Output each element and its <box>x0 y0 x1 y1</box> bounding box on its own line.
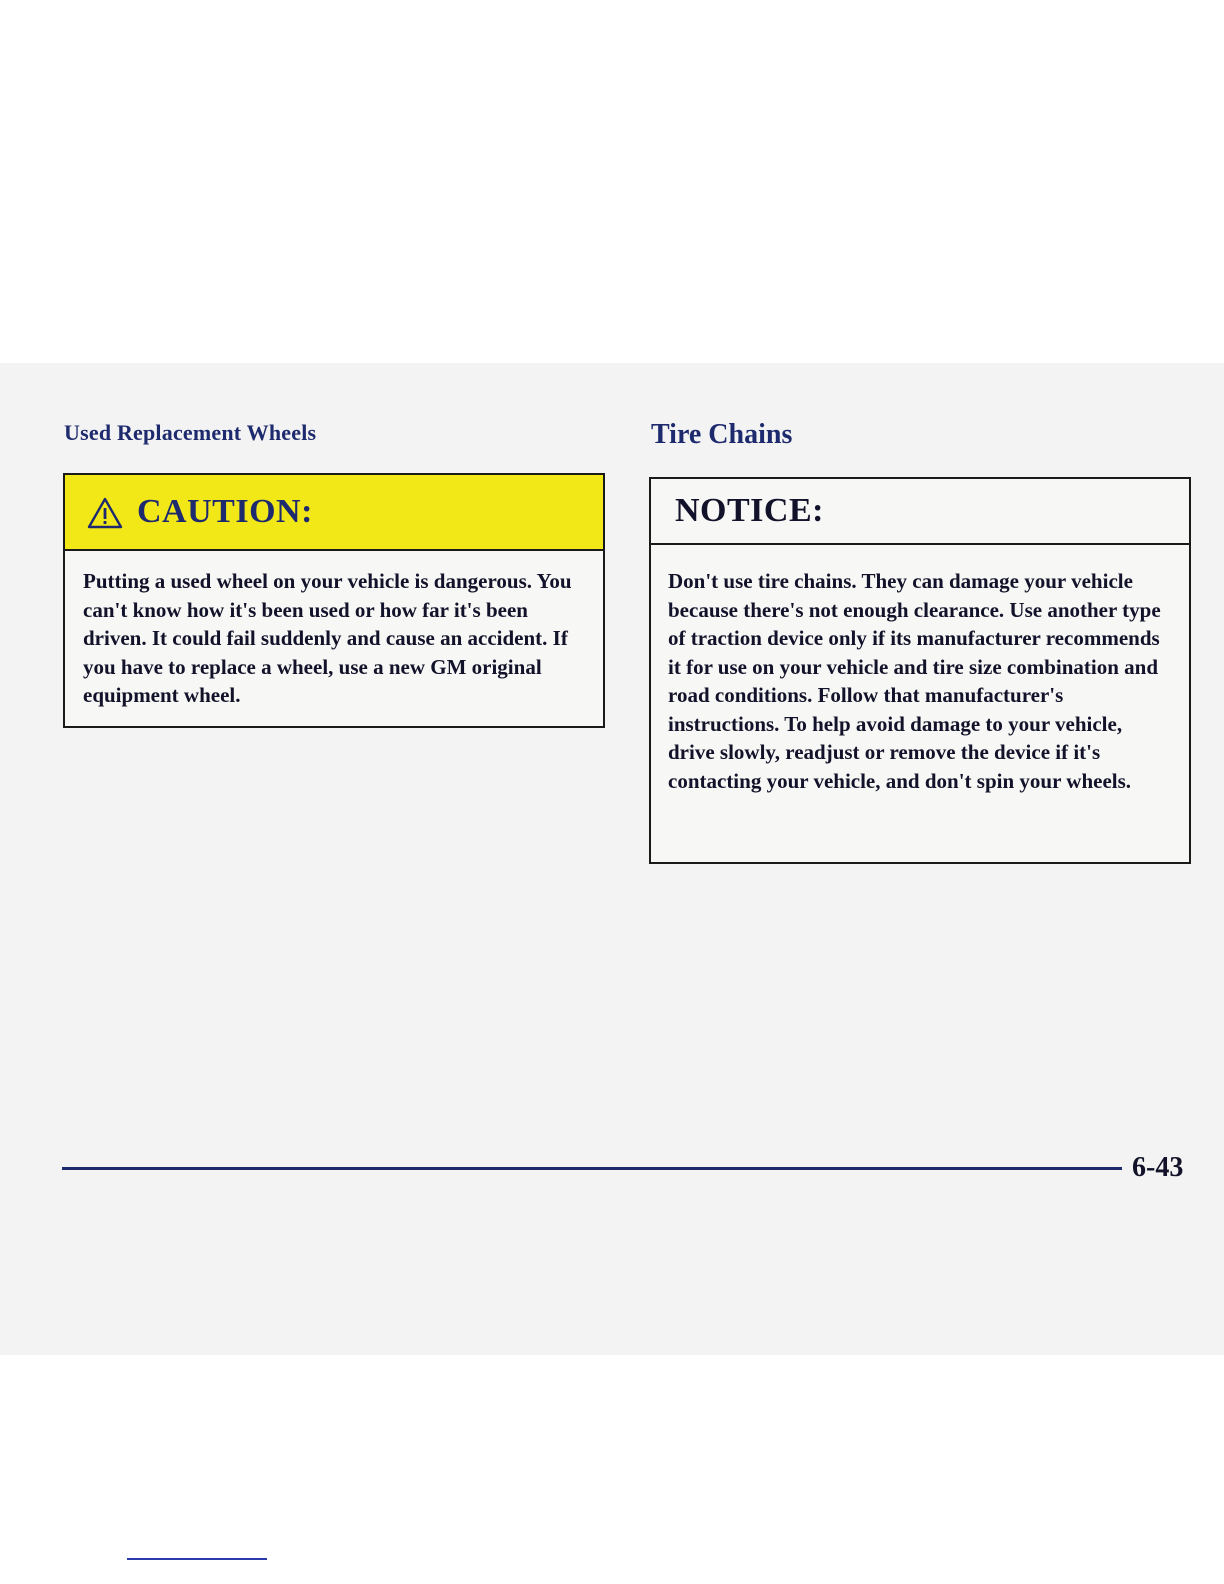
page-number: 6-43 <box>1132 1152 1184 1183</box>
warning-triangle-icon <box>87 497 123 529</box>
caution-title: CAUTION: <box>137 493 313 530</box>
notice-header <box>651 479 1189 545</box>
caution-body-text: Putting a used wheel on your vehicle is dangerous. You can't know how it's been used or how far it's been driven. It could fail suddenly and cause an accident. If you have to replace a wheel, use a new GM original equipment wheel. <box>83 569 572 707</box>
section-heading-used-replacement-wheels: Used Replacement Wheels <box>64 420 317 445</box>
bottom-link-underline <box>127 1558 267 1560</box>
footer-rule <box>62 1167 1122 1170</box>
caution-box <box>63 473 605 728</box>
notice-title: NOTICE: <box>675 492 824 529</box>
notice-body-text: Don't use tire chains. They can damage your vehicle because there's not enough clearance. Use another type of traction device only if its manufacturer recommends it for use on your vehicle and tire size combination and road conditions. Follow that manufacturer's instructions. To help avoid damage to your vehicle, drive slowly, readjust or remove the device if it's contacting your vehicle, and don't spin your wheels. <box>668 569 1161 793</box>
section-heading-tire-chains: Tire Chains <box>651 419 793 450</box>
caution-header <box>65 475 603 551</box>
notice-box <box>649 477 1191 864</box>
